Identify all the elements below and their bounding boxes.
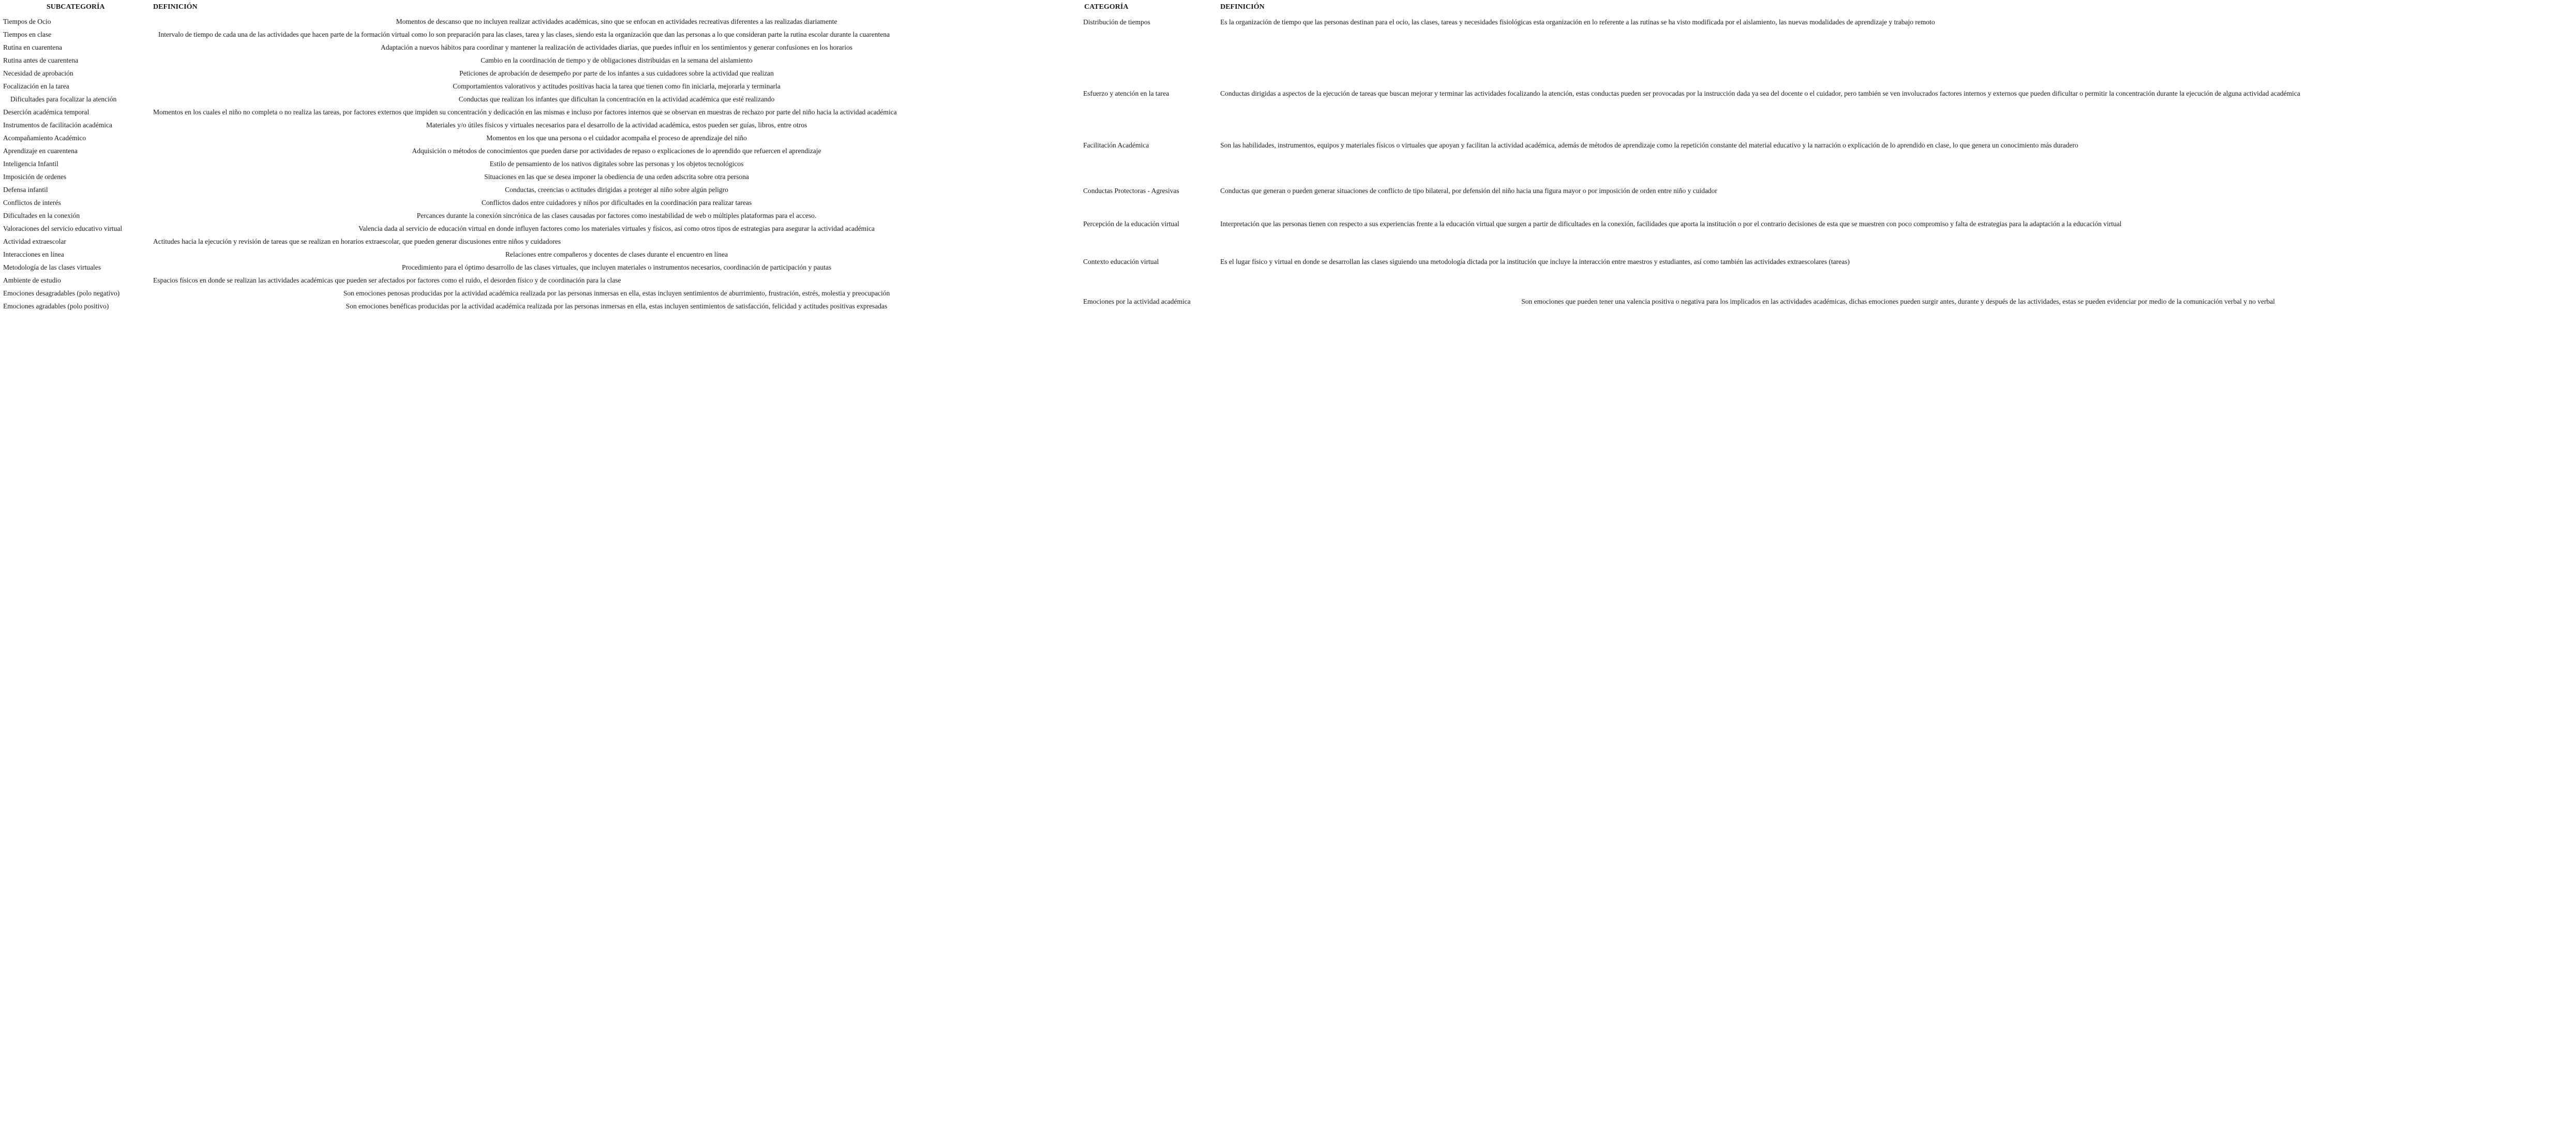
table-row	[3, 80, 1080, 93]
table-row	[3, 157, 1080, 170]
subcategory-definition: Conductas que realizan los infantes que dificultan la concentración en la actividad académica que esté realizando	[458, 95, 775, 103]
subcategory-definition: Adaptación a nuevos hábitos para coordinar y mantener la realización de actividades diarias, que puedes influir en los sentimientos y generar confusiones en los horarios	[380, 43, 853, 51]
subcategory-definition: Son emociones penosas producidas por la actividad académica realizada por las personas inmersas en ella, estas incluyen sentimientos de aburrimiento, frustración, estrés, molestia y preocupación	[343, 289, 890, 297]
table-row	[3, 41, 1080, 54]
subcategory-name: Interacciones en línea	[3, 250, 64, 258]
subcategory-definition: Situaciones en las que se desea imponer la obediencia de una orden adscrita sobre otra persona	[484, 173, 749, 181]
subcategory-name: Conflictos de interés	[3, 199, 61, 206]
subcategory-definition: Peticiones de aprobación de desempeño por parte de los infantes a sus cuidadores sobre la actividad que realizan	[459, 69, 774, 77]
table-row	[3, 222, 1080, 235]
table-row	[3, 261, 1080, 274]
subcategory-definition: Conflictos dados entre cuidadores y niños por dificultades en la coordinación para realizar tareas	[481, 199, 752, 206]
table-row	[3, 106, 1080, 119]
table-row	[3, 287, 1080, 300]
subcategory-definition: Son emociones benéficas producidas por la actividad académica realizada por las personas inmersas en ella, estas incluyen sentimientos de satisfacción, felicidad y actitudes positivas expresadas	[346, 302, 888, 310]
table-row	[3, 248, 1080, 261]
table-row	[1083, 217, 2576, 230]
subcategory-name: Rutina en cuarentena	[3, 43, 62, 51]
category-definition: Interpretación que las personas tienen con respecto a sus experiencias frente a la educación virtual que surgen a partir de dificultades en la conexión, facilidades que aporta la institución o por el contrario decisiones de esta que se muestren con poco compromiso y falta de estrategias para la adaptación a la educación virtual	[1220, 220, 2122, 228]
table-row	[3, 170, 1080, 183]
subcategory-name: Dificultades para focalizar la atención	[10, 95, 117, 103]
subcategory-name: Defensa infantil	[3, 186, 48, 194]
subcategory-name: Imposición de ordenes	[3, 173, 67, 181]
category-definition: Son emociones que pueden tener una valencia positiva o negativa para los implicados en las actividades académicas, dichas emociones pueden surgir antes, durante y después de las actividades, estas se pueden evidenciar por medio de la comunicación verbal y no verbal	[1521, 298, 2275, 305]
table-row	[3, 144, 1080, 157]
subcategory-definition: Momentos de descanso que no incluyen realizar actividades académicas, sino que se enfocan en actividades recreativas diferentes a las realizadas diariamente	[396, 18, 837, 25]
category-definition: Conductas que generan o pueden generar situaciones de conflicto de tipo bilateral, por defensión del niño hacia una figura mayor o por imposición de orden entre niño y cuidador	[1220, 187, 1717, 195]
right-table-header-term: CATEGORÍA	[1084, 3, 1129, 11]
table-row	[3, 15, 1080, 28]
table-row	[1083, 139, 2576, 152]
subcategory-definition: Momentos en los que una persona o el cuidador acompaña el proceso de aprendizaje del niño	[486, 134, 747, 142]
category-name: Facilitación Académica	[1083, 141, 1149, 149]
table-row	[3, 28, 1080, 41]
subcategory-definition: Valencia dada al servicio de educación virtual en donde influyen factores como los materiales virtuales y físicos, así como otros tipos de estrategias para asegurar la actividad académica	[358, 225, 875, 232]
category-name: Distribución de tiempos	[1083, 18, 1150, 26]
table-row	[3, 274, 1080, 287]
table-row	[3, 119, 1080, 131]
table-row	[3, 209, 1080, 222]
subcategory-definition: Relaciones entre compañeros y docentes de clases durante el encuentro en línea	[505, 250, 728, 258]
subcategory-name: Deserción académica temporal	[3, 108, 89, 116]
table-row	[3, 196, 1080, 209]
category-definition: Es la organización de tiempo que las personas destinan para el ocio, las clases, tareas y necesidades fisiológicas esta organización en lo referente a las rutinas se ha visto modificada por el aislamiento, las nuevas modalidades de aprendizaje y trabajo remoto	[1220, 18, 1935, 26]
subcategory-name: Necesidad de aprobación	[3, 69, 73, 77]
subcategory-name: Dificultades en la conexión	[3, 212, 80, 219]
subcategory-table	[3, 15, 1080, 313]
category-name: Percepción de la educación virtual	[1083, 220, 1179, 228]
subcategory-name: Focalización en la tarea	[3, 82, 69, 90]
table-row	[1083, 295, 2576, 308]
right-table-header-definition: DEFINICIÓN	[1220, 3, 1265, 11]
left-table-header-term: SUBCATEGORÍA	[47, 3, 105, 11]
subcategory-name: Tiempos de Ocio	[3, 18, 51, 25]
table-row	[1083, 87, 2576, 100]
category-name: Esfuerzo y atención en la tarea	[1083, 90, 1170, 97]
subcategory-definition: Percances durante la conexión sincrónica de las clases causadas por factores como inestabilidad de web o múltiples plataformas para el acceso.	[416, 212, 817, 219]
subcategory-name: Tiempos en clase	[3, 31, 52, 38]
subcategory-name: Valoraciones del servicio educativo virtual	[3, 225, 123, 232]
subcategory-definition: Espacios físicos en donde se realizan las actividades académicas que pueden ser afectados por factores como el ruido, el desorden físico y de coordinación para la clase	[153, 276, 621, 284]
table-row	[1083, 184, 2576, 197]
subcategory-name: Acompañamiento Académico	[3, 134, 86, 142]
table-row	[3, 300, 1080, 313]
subcategory-name: Metodología de las clases virtuales	[3, 263, 101, 271]
subcategory-name: Emociones agradables (polo positivo)	[3, 302, 109, 310]
table-row	[3, 235, 1080, 248]
subcategory-definition: Adquisición o métodos de conocimientos que pueden darse por actividades de repaso o explicaciones de lo aprendido que refuercen el aprendizaje	[412, 147, 821, 155]
table-row	[3, 93, 1080, 106]
left-table-header-definition: DEFINICIÓN	[153, 3, 198, 11]
category-definition: Son las habilidades, instrumentos, equipos y materiales físicos o virtuales que apoyan y facilitan la actividad académica, además de métodos de aprendizaje como la repetición constante del material educativo y la narración o explicación de lo aprendido en clase, lo que genera un conocimiento más duradero	[1220, 141, 2078, 149]
category-definition: Conductas dirigidas a aspectos de la ejecución de tareas que buscan mejorar y terminar las actividades focalizando la atención, estas conductas pueden ser provocadas por la instrucción dada ya sea del docente o el cuidador, pero también se ven involucrados factores internos y externos que pueden dificultar o permitir la concentración durante la ejecución de alguna actividad académica	[1220, 90, 2300, 97]
category-definition: Es el lugar físico y virtual en donde se desarrollan las clases siguiendo una metodología dictada por la institución que incluye la interacción entre maestros y estudiantes, así como también las actividades extraescolares (tareas)	[1220, 258, 1850, 265]
table-row	[1083, 255, 2576, 268]
subcategory-definition: Intervalo de tiempo de cada una de las actividades que hacen parte de la formación virtual como lo son preparación para las clases, tarea y las clases, siendo esta la organización que dan las personas a lo que consideran parte la rutina escolar durante la cuarentena	[158, 31, 890, 38]
category-name: Contexto educación virtual	[1083, 258, 1159, 265]
subcategory-name: Emociones desagradables (polo negativo)	[3, 289, 120, 297]
subcategory-name: Rutina antes de cuarentena	[3, 56, 79, 64]
subcategory-definition: Estilo de pensamiento de los nativos digitales sobre las personas y los objetos tecnológicos	[489, 160, 744, 168]
table-row	[3, 131, 1080, 144]
subcategory-definition: Comportamientos valorativos y actitudes positivas hacia la tarea que tienen como fin iniciarla, mejorarla y terminarla	[453, 82, 781, 90]
subcategory-definition: Materiales y/o útiles físicos y virtuales necesarios para el desarrollo de la actividad académica, estos pueden ser guías, libros, entre otros	[426, 121, 807, 129]
subcategory-definition: Actitudes hacia la ejecución y revisión de tareas que se realizan en horarios extraescolar, que pueden generar discusiones entre niños y cuidadores	[153, 238, 561, 245]
category-name: Conductas Protectoras - Agresivas	[1083, 187, 1179, 195]
subcategory-name: Inteligencia Infantil	[3, 160, 58, 168]
subcategory-name: Actividad extraescolar	[3, 238, 66, 245]
subcategory-definition: Conductas, creencias o actitudes dirigidas a proteger al niño sobre algún peligro	[505, 186, 728, 194]
table-row	[3, 183, 1080, 196]
subcategory-name: Aprendizaje en cuarentena	[3, 147, 78, 155]
subcategory-definition: Momentos en los cuales el niño no completa o no realiza las tareas, por factores externos que impiden su concentración y dedicación en las mismas e incluso por factores internos que se observan en muestras de rechazo por parte del niño hacia la actividad académica	[153, 108, 897, 116]
table-row	[3, 54, 1080, 67]
subcategory-definition: Procedimiento para el óptimo desarrollo de las clases virtuales, que incluyen materiales o instrumentos necesarios, coordinación de participación y pautas	[401, 263, 832, 271]
subcategory-name: Ambiente de estudio	[3, 276, 61, 284]
subcategory-name: Instrumentos de facilitación académica	[3, 121, 113, 129]
table-row	[1083, 16, 2576, 28]
category-name: Emociones por la actividad académica	[1083, 298, 1191, 305]
subcategory-definition: Cambio en la coordinación de tiempo y de obligaciones distribuidas en la semana del aislamiento	[481, 56, 753, 64]
table-row	[3, 67, 1080, 80]
